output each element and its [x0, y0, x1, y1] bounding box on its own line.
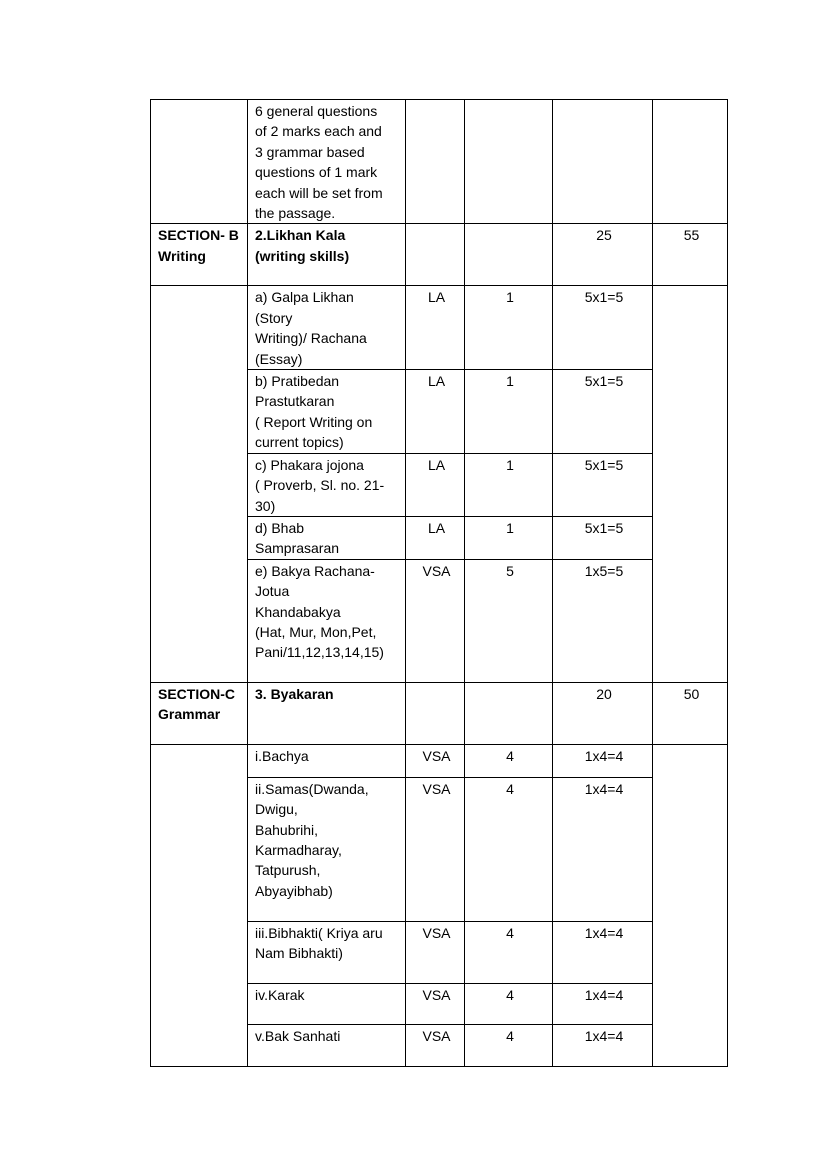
table-row: [151, 744, 728, 777]
item-type: VSA: [406, 777, 465, 921]
section-c-label: SECTION-C Grammar: [151, 682, 248, 744]
item-type: VSA: [406, 1024, 465, 1066]
section-b-marks: 25: [553, 224, 653, 286]
empty-cell: [465, 100, 553, 224]
syllabus-table: [150, 99, 728, 1067]
item-marks: 1x4=4: [553, 1024, 653, 1066]
section-b-header-row: [151, 224, 728, 286]
section-b-periods: 55: [653, 224, 728, 286]
item-topic: d) Bhab Samprasaran: [248, 516, 406, 559]
empty-cell: [151, 100, 248, 224]
item-topic: v.Bak Sanhati: [248, 1024, 406, 1066]
section-c-header-row: [151, 682, 728, 744]
empty-cell: [151, 744, 248, 1066]
item-type: VSA: [406, 559, 465, 682]
section-c-periods: 50: [653, 682, 728, 744]
item-count: 4: [465, 777, 553, 921]
item-count: 4: [465, 744, 553, 777]
table-row-intro: [151, 100, 728, 224]
empty-cell: [553, 100, 653, 224]
item-topic: b) Pratibedan Prastutkaran ( Report Writing on current topics): [248, 370, 406, 454]
item-count: 1: [465, 370, 553, 454]
item-count: 4: [465, 921, 553, 983]
passage-note: 6 general questions of 2 marks each and 3 grammar based questions of 1 mark each will be set from the passage.: [248, 100, 406, 224]
item-marks: 1x4=4: [553, 744, 653, 777]
empty-cell: [653, 286, 728, 682]
item-marks: 5x1=5: [553, 286, 653, 370]
empty-cell: [406, 682, 465, 744]
section-c-marks: 20: [553, 682, 653, 744]
item-topic: ii.Samas(Dwanda, Dwigu, Bahubrihi, Karmadharay, Tatpurush, Abyayibhab): [248, 777, 406, 921]
item-type: LA: [406, 516, 465, 559]
item-topic: iv.Karak: [248, 983, 406, 1024]
empty-cell: [653, 100, 728, 224]
item-count: 1: [465, 286, 553, 370]
empty-cell: [406, 100, 465, 224]
table-row: [151, 286, 728, 370]
item-topic: a) Galpa Likhan (Story Writing)/ Rachana (Essay): [248, 286, 406, 370]
item-marks: 1x5=5: [553, 559, 653, 682]
item-type: VSA: [406, 744, 465, 777]
item-count: 4: [465, 983, 553, 1024]
empty-cell: [406, 224, 465, 286]
item-marks: 1x4=4: [553, 777, 653, 921]
item-marks: 5x1=5: [553, 453, 653, 516]
empty-cell: [465, 682, 553, 744]
item-marks: 1x4=4: [553, 983, 653, 1024]
empty-cell: [653, 744, 728, 1066]
item-marks: 1x4=4: [553, 921, 653, 983]
item-topic: iii.Bibhakti( Kriya aru Nam Bibhakti): [248, 921, 406, 983]
item-type: LA: [406, 453, 465, 516]
section-c-title: 3. Byakaran: [248, 682, 406, 744]
empty-cell: [151, 286, 248, 682]
section-b-title: 2.Likhan Kala (writing skills): [248, 224, 406, 286]
item-topic: c) Phakara jojona ( Proverb, Sl. no. 21- 30): [248, 453, 406, 516]
item-type: VSA: [406, 921, 465, 983]
item-count: 5: [465, 559, 553, 682]
item-count: 4: [465, 1024, 553, 1066]
item-marks: 5x1=5: [553, 516, 653, 559]
item-count: 1: [465, 453, 553, 516]
section-b-label: SECTION- B Writing: [151, 224, 248, 286]
item-type: VSA: [406, 983, 465, 1024]
item-topic: e) Bakya Rachana- Jotua Khandabakya (Hat, Mur, Mon,Pet, Pani/11,12,13,14,15): [248, 559, 406, 682]
empty-cell: [465, 224, 553, 286]
item-topic: i.Bachya: [248, 744, 406, 777]
item-type: LA: [406, 286, 465, 370]
item-count: 1: [465, 516, 553, 559]
item-marks: 5x1=5: [553, 370, 653, 454]
item-type: LA: [406, 370, 465, 454]
